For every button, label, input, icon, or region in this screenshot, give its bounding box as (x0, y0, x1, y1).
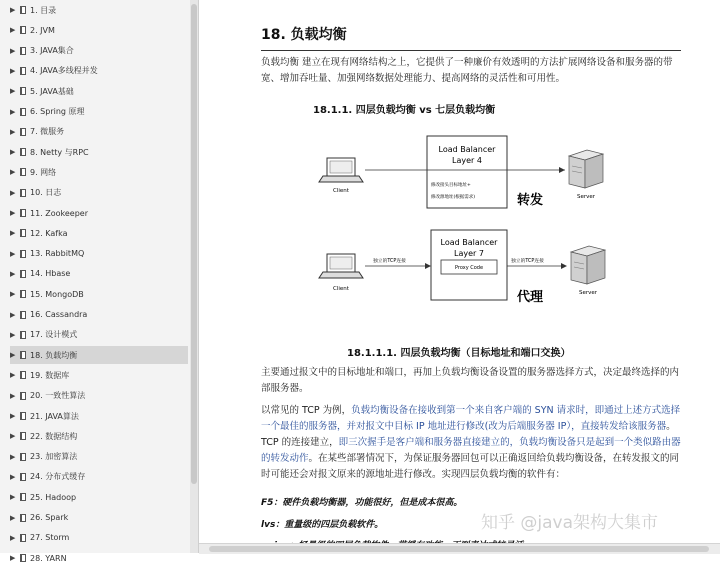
expand-arrow-icon[interactable]: ▶ (10, 209, 16, 217)
toc-item[interactable] (10, 509, 188, 527)
client-label-bottom: Client (333, 286, 349, 292)
expand-arrow-icon[interactable]: ▶ (10, 371, 16, 380)
expand-arrow-icon[interactable]: ▶ (10, 472, 16, 481)
expand-arrow-icon[interactable]: ▶ (10, 66, 16, 75)
toc-item-label: 7. 微服务 (30, 127, 65, 137)
server-label-top: Server (576, 194, 596, 200)
toc-item[interactable] (10, 549, 188, 567)
laptop-icon-bottom (319, 254, 363, 278)
toc-item-label: 13. RabbitMQ (30, 249, 85, 259)
toc-item[interactable] (10, 163, 188, 181)
bookmark-icon (20, 67, 26, 75)
toc-item[interactable] (10, 184, 188, 202)
lb7-title-1: Load Balancer (440, 238, 498, 247)
expand-arrow-icon[interactable]: ▶ (10, 330, 16, 339)
toc-item-label: 11. Zookeeper (30, 208, 89, 218)
forward-label: 转发 (517, 193, 544, 208)
bookmark-icon (20, 189, 26, 197)
toc-item[interactable] (10, 427, 188, 445)
server-icon-bottom (571, 246, 605, 284)
bookmark-icon (20, 554, 26, 562)
para2-text-c: 。在某些部署情况下，为保证服务器回包可以正确返回给负载均衡设备，在转发报文的同时可能还会对报文原来的源地址进行修改。实现四层负载均衡的软件有： (261, 453, 680, 480)
toc-item-label: 2. JVM (30, 25, 55, 35)
subsection-title: 18.1.1.1. 四层负载均衡（目标地址和端口交换） (347, 348, 571, 359)
toc-item-label: 6. Spring 原理 (30, 107, 85, 116)
toc-item[interactable] (10, 82, 188, 100)
toc-item[interactable] (10, 366, 188, 384)
toc-item[interactable] (10, 468, 188, 486)
toc-item-label: 4. JAVA多线程并发 (30, 66, 98, 76)
horizontal-scrollbar-thumb[interactable] (209, 546, 709, 552)
lb4-note-1: 修改接头目标地址+ (431, 183, 471, 188)
toc-item-label: 17. 设计模式 (30, 330, 78, 340)
expand-arrow-icon[interactable]: ▶ (10, 127, 16, 136)
bookmark-icon (20, 128, 26, 136)
expand-arrow-icon[interactable]: ▶ (10, 412, 16, 420)
toc-item-label: 14. Hbase (30, 269, 71, 279)
para2-highlight-2: 即三次握手是客户端和服务器直接建立的，负载均衡设备只是起到一个类似路由器的转发动作 (261, 437, 681, 464)
toc-item-label: 27. Storm (30, 533, 70, 543)
toc-item-label: 23. 加密算法 (30, 452, 78, 462)
toc-item[interactable] (10, 42, 188, 60)
lb4-note-2: 修改源地址(根据需求) (431, 195, 476, 200)
para2-text-b: 。TCP 的连接建立， (261, 421, 676, 448)
toc-item[interactable] (10, 103, 188, 121)
toc-item-label: 15. MongoDB (30, 289, 84, 299)
expand-arrow-icon[interactable]: ▶ (10, 168, 16, 177)
bookmark-icon (20, 331, 26, 339)
section-title: 18.1.1. 四层负载均衡 vs 七层负载均衡 (313, 105, 496, 116)
toc-item[interactable] (10, 1, 188, 19)
expand-arrow-icon[interactable]: ▶ (10, 229, 16, 238)
bookmark-icon (20, 250, 26, 258)
lb7-title-2: Layer 7 (454, 249, 484, 258)
toc-item[interactable] (10, 285, 188, 303)
tcp-right-label: 独立的TCP连接 (511, 259, 544, 264)
bookmark-icon (20, 47, 26, 55)
toc-item[interactable] (10, 123, 188, 141)
expand-arrow-icon[interactable]: ▶ (10, 46, 16, 55)
expand-arrow-icon[interactable]: ▶ (10, 148, 16, 157)
expand-arrow-icon[interactable]: ▶ (10, 107, 16, 116)
toc-item-label: 25. Hadoop (30, 492, 77, 502)
toc-item-label: 19. 数据库 (30, 370, 70, 380)
watermark-text: 知乎 @java架构大集市 (481, 513, 659, 533)
toc-item[interactable] (10, 488, 188, 506)
tcp-left-label: 独立的TCP连接 (373, 259, 406, 264)
toc-item-label: 5. JAVA基础 (30, 86, 74, 96)
toc-item[interactable] (10, 245, 188, 263)
bookmark-icon (20, 168, 26, 176)
para2-highlight-1: 负载均衡设备在接收到第一个来自客户端的 SYN 请求时，即通过上述方式选择一个最佳的服务器，并对报文中目标 IP 地址进行修改(改为后端服务器 IP），直接转发给该服务器 (261, 405, 681, 432)
toc-item[interactable] (10, 346, 188, 364)
toc-item-label: 21. JAVA算法 (30, 411, 79, 421)
expand-arrow-icon[interactable]: ▶ (10, 310, 16, 319)
expand-arrow-icon[interactable]: ▶ (10, 452, 16, 461)
bookmark-icon (20, 26, 26, 34)
toc-item[interactable] (10, 21, 188, 39)
toc-item-label: 8. Netty 与RPC (30, 147, 89, 157)
toc-item-label: 22. 数据结构 (30, 431, 78, 441)
expand-arrow-icon[interactable]: ▶ (10, 188, 16, 197)
expand-arrow-icon[interactable]: ▶ (10, 391, 16, 400)
bookmark-icon (20, 87, 26, 95)
toc-item[interactable] (10, 448, 188, 466)
toc-item[interactable] (10, 529, 188, 547)
expand-arrow-icon[interactable]: ▶ (10, 26, 16, 35)
load-balancer-diagram (319, 126, 619, 334)
lb4-title-2: Layer 4 (452, 156, 482, 165)
bookmark-icon (20, 270, 26, 278)
page-heading: 18. 负载均衡 (261, 24, 681, 51)
toc-item-label: 10. 日志 (30, 188, 62, 198)
client-label-top: Client (333, 188, 349, 194)
bookmark-icon (20, 514, 26, 522)
toc-item[interactable] (10, 326, 188, 344)
para2-text-a: 以常见的 TCP 为例， (261, 405, 352, 416)
expand-arrow-icon[interactable]: ▶ (10, 6, 16, 14)
toc-item[interactable] (10, 306, 188, 324)
expand-arrow-icon[interactable]: ▶ (10, 290, 16, 299)
server-icon-top (569, 150, 603, 188)
f5-line: F5：硬件负载均衡器，功能很好，但是成本很高。 (261, 498, 463, 508)
toc-item-label: 16. Cassandra (30, 310, 88, 319)
proxy-code-label: Proxy Code (454, 265, 484, 271)
expand-arrow-icon[interactable]: ▶ (10, 513, 16, 522)
toc-item-label: 20. 一致性算法 (30, 391, 86, 401)
bookmark-icon (20, 371, 26, 379)
toc-item[interactable] (10, 265, 188, 283)
bookmark-icon (20, 148, 26, 156)
document-page (199, 0, 720, 553)
toc-item-label: 28. YARN (30, 553, 67, 563)
intro-paragraph: 负载均衡 建立在现有网络结构之上，它提供了一种廉价有效透明的方法扩展网络设备和服务器的带宽、增加吞吐量、加强网络数据处理能力、提高网络的灵活性和可用性。 (261, 57, 673, 84)
toc-item[interactable] (10, 407, 188, 425)
expand-arrow-icon[interactable]: ▶ (10, 493, 16, 502)
paragraph-2 (261, 403, 685, 483)
bookmark-icon (20, 209, 26, 217)
toc-item-label: 26. Spark (30, 513, 69, 522)
toc-item[interactable] (10, 143, 188, 161)
toc-item[interactable] (10, 62, 188, 80)
horizontal-scrollbar[interactable] (199, 543, 720, 554)
toc-item-label: 24. 分布式缓存 (30, 472, 86, 482)
toc-item[interactable] (10, 224, 188, 242)
server-label-bottom: Server (578, 290, 598, 296)
expand-arrow-icon[interactable]: ▶ (10, 554, 16, 563)
toc-item-label: 18. 负载均衡 (30, 350, 78, 360)
bookmark-icon (20, 311, 26, 319)
toc-item-label: 9. 网络 (30, 167, 57, 177)
expand-arrow-icon[interactable]: ▶ (10, 533, 16, 542)
bookmark-icon (20, 473, 26, 481)
laptop-icon-top (319, 158, 363, 182)
bookmark-icon (20, 534, 26, 542)
sidebar-scrollbar-thumb[interactable] (191, 4, 197, 484)
bookmark-icon (20, 453, 26, 461)
lvs-line: lvs：重量级的四层负载软件。 (261, 520, 384, 530)
bookmark-icon (20, 432, 26, 440)
toc-item-label: 3. JAVA集合 (30, 46, 74, 56)
bookmark-icon (20, 108, 26, 116)
bookmark-icon (20, 351, 26, 359)
bookmark-icon (20, 392, 26, 400)
bookmark-icon (20, 229, 26, 237)
expand-arrow-icon[interactable]: ▶ (10, 351, 16, 360)
bookmark-icon (20, 6, 26, 14)
lb4-title-1: Load Balancer (438, 145, 496, 154)
paragraph-1: 主要通过报文中的目标地址和端口，再加上负载均衡设备设置的服务器选择方式，决定最终选择的内部服务器。 (261, 367, 680, 394)
bookmark-icon (20, 412, 26, 420)
toc-item[interactable] (10, 204, 188, 222)
toc-item-label: 1. 目录 (30, 5, 57, 15)
toc-item-label: 12. Kafka (30, 228, 68, 238)
toc-sidebar (0, 0, 199, 563)
expand-arrow-icon[interactable]: ▶ (10, 249, 16, 258)
bookmark-icon (20, 290, 26, 298)
expand-arrow-icon[interactable]: ▶ (10, 87, 16, 96)
proxy-label: 代理 (517, 290, 544, 305)
sidebar-scrollbar[interactable] (190, 0, 198, 553)
expand-arrow-icon[interactable]: ▶ (10, 432, 16, 441)
toc-item[interactable] (10, 387, 188, 405)
bookmark-icon (20, 493, 26, 501)
expand-arrow-icon[interactable]: ▶ (10, 269, 16, 278)
